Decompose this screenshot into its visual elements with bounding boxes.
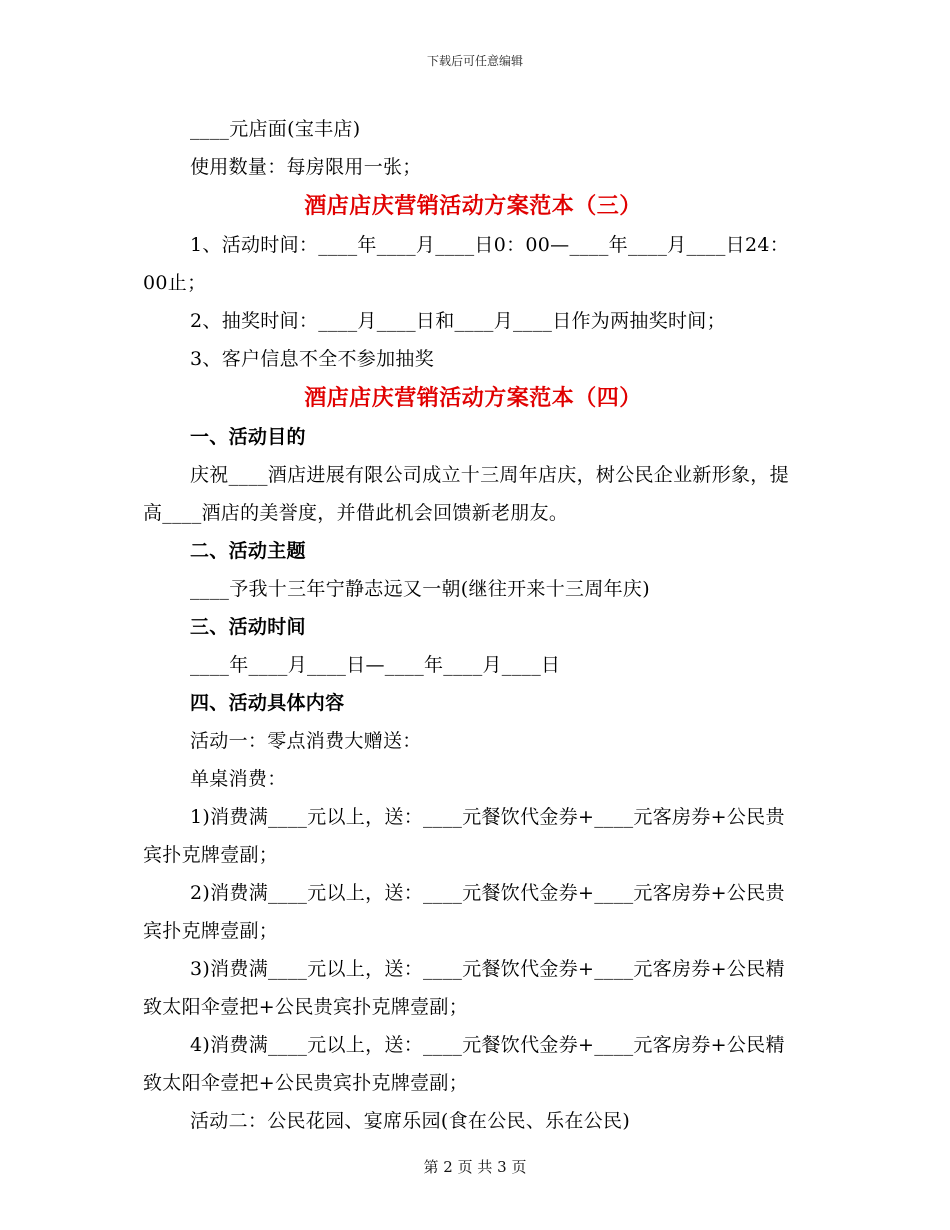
section-title: 酒店店庆营销活动方案范本（四） bbox=[304, 385, 642, 411]
paragraph: 单桌消费： bbox=[190, 768, 287, 790]
paragraph: 活动一：零点消费大赠送： bbox=[190, 730, 422, 752]
document-body bbox=[143, 110, 803, 1140]
paragraph: 3)消费满____元以上，送：____元餐饮代金券+____元客房券+公民精致太阳伞壹把+公民贵宾扑克牌壹副； bbox=[143, 958, 785, 1018]
section-heading: 二、活动主题 bbox=[190, 540, 306, 562]
section-heading: 一、活动目的 bbox=[190, 426, 306, 448]
paragraph: 2)消费满____元以上，送：____元餐饮代金券+____元客房券+公民贵宾扑克牌壹副； bbox=[143, 882, 785, 942]
paragraph: 3、客户信息不全不参加抽奖 bbox=[190, 348, 434, 370]
paragraph: ____元店面(宝丰店) bbox=[190, 118, 361, 140]
page-footer: 第 2 页 共 3 页 bbox=[423, 1158, 527, 1176]
paragraph: 活动二：公民花园、宴席乐园(食在公民、乐在公民) bbox=[190, 1110, 631, 1132]
section-title: 酒店店庆营销活动方案范本（三） bbox=[304, 193, 642, 219]
paragraph: 2、抽奖时间：____月____日和____月____日作为两抽奖时间； bbox=[190, 310, 726, 332]
page-header: 下载后可任意编辑 bbox=[426, 54, 523, 68]
paragraph: 使用数量：每房限用一张； bbox=[190, 156, 422, 178]
paragraph: ____予我十三年宁静志远又一朝(继往开来十三周年庆) bbox=[190, 578, 650, 600]
paragraph: ____年____月____日—____年____月____日 bbox=[190, 654, 561, 676]
paragraph: 1)消费满____元以上，送：____元餐饮代金券+____元客房券+公民贵宾扑克牌壹副； bbox=[143, 806, 785, 866]
paragraph: 1、活动时间：____年____月____日0：00—____年____月____日24：00止； bbox=[143, 234, 790, 294]
section-heading: 三、活动时间 bbox=[190, 616, 306, 638]
paragraph: 庆祝____酒店进展有限公司成立十三周年店庆，树公民企业新形象，提高____酒店的美誉度，并借此机会回馈新老朋友。 bbox=[143, 464, 789, 524]
paragraph: 4)消费满____元以上，送：____元餐饮代金券+____元客房券+公民精致太阳伞壹把+公民贵宾扑克牌壹副； bbox=[143, 1034, 785, 1094]
section-heading: 四、活动具体内容 bbox=[190, 692, 345, 714]
